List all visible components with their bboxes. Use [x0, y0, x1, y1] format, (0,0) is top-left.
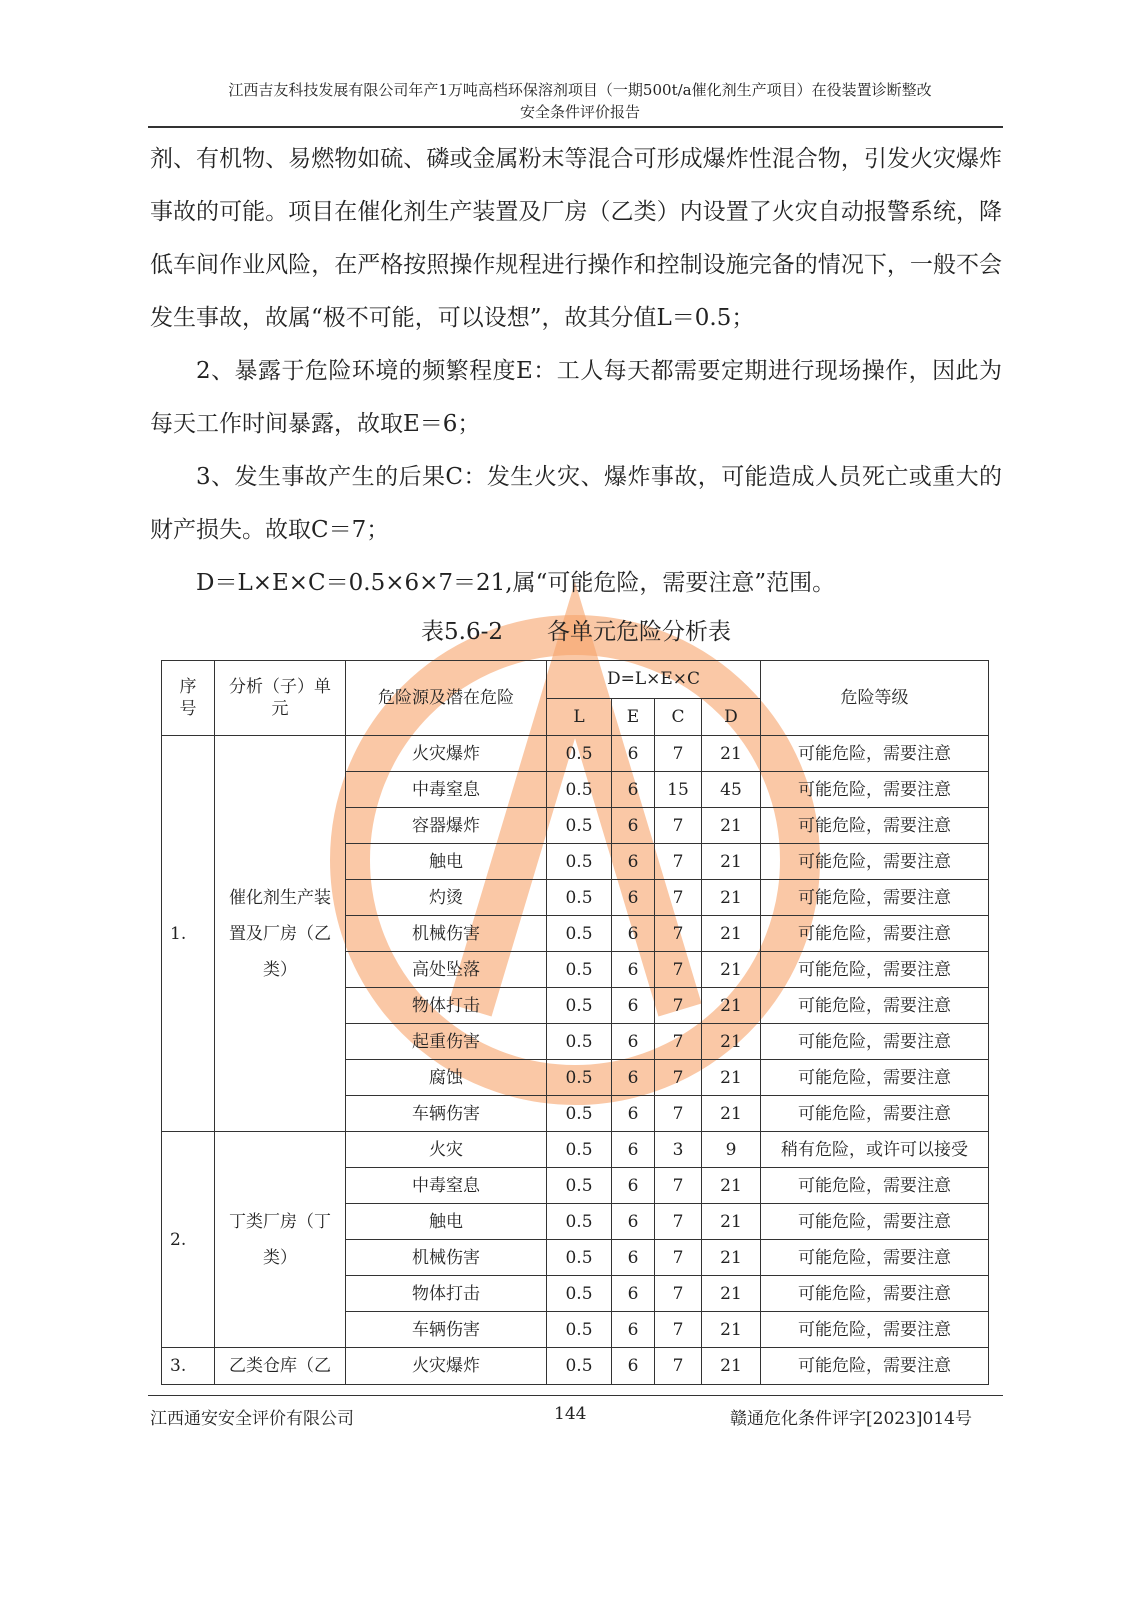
value-D: 21	[702, 1240, 761, 1276]
hazard: 车辆伤害	[346, 1312, 547, 1348]
value-E: 6	[612, 916, 655, 952]
paragraph: D＝L×E×C＝0.5×6×7＝21,属“可能危险，需要注意”范围。	[196, 570, 836, 596]
value-D: 21	[702, 916, 761, 952]
header-D: D	[702, 698, 761, 736]
value-D: 21	[702, 880, 761, 916]
header-title: 江西吉友科技发展有限公司年产1万吨高档环保溶剂项目（一期500t/a催化剂生产项目）在役装置诊断整改	[228, 81, 932, 99]
hazard: 火灾爆炸	[346, 736, 547, 772]
header-E: E	[612, 698, 655, 736]
value-C: 7	[655, 1240, 702, 1276]
value-E: 6	[612, 988, 655, 1024]
unit-name: 催化剂生产装置及厂房（乙类）	[215, 736, 346, 1132]
table-row	[162, 1348, 989, 1385]
value-L: 0.5	[547, 1060, 612, 1096]
value-C: 7	[655, 1276, 702, 1312]
risk-level: 可能危险，需要注意	[761, 880, 989, 916]
value-L: 0.5	[547, 1276, 612, 1312]
risk-level: 可能危险，需要注意	[761, 844, 989, 880]
footer	[148, 1395, 1003, 1436]
footer-company: 江西通安安全评价有限公司	[150, 1409, 354, 1429]
unit-name: 丁类厂房（丁类）	[215, 1132, 346, 1348]
value-L: 0.5	[547, 1132, 612, 1168]
risk-level: 可能危险，需要注意	[761, 1240, 989, 1276]
value-D: 45	[702, 772, 761, 808]
header-subtitle: 安全条件评价报告	[519, 103, 640, 121]
value-C: 7	[655, 1096, 702, 1132]
hazard: 中毒窒息	[346, 772, 547, 808]
value-E: 6	[612, 1312, 655, 1348]
value-E: 6	[612, 1276, 655, 1312]
value-D: 9	[702, 1132, 761, 1168]
header-L: L	[547, 698, 612, 736]
paragraph: 3、发生事故产生的后果C：发生火灾、爆炸事故，可能造成人员死亡或重大的财产损失。故取C＝7；	[150, 464, 1002, 543]
hazard-analysis-table	[161, 660, 989, 1385]
value-E: 6	[612, 736, 655, 772]
value-C: 7	[655, 916, 702, 952]
value-E: 6	[612, 1132, 655, 1168]
header-level: 危险等级	[761, 661, 989, 736]
caption-number: 表5.6-2	[421, 619, 503, 645]
hazard: 腐蚀	[346, 1060, 547, 1096]
risk-level: 可能危险，需要注意	[761, 1276, 989, 1312]
risk-level: 可能危险，需要注意	[761, 808, 989, 844]
risk-level: 可能危险，需要注意	[761, 1168, 989, 1204]
value-C: 7	[655, 1348, 702, 1385]
paragraph: 2、暴露于危险环境的频繁程度E：工人每天都需要定期进行现场操作，因此为每天工作时间暴露，故取E＝6；	[150, 358, 1002, 437]
risk-level: 可能危险，需要注意	[761, 1024, 989, 1060]
hazard: 机械伤害	[346, 1240, 547, 1276]
value-E: 6	[612, 1096, 655, 1132]
value-E: 6	[612, 1204, 655, 1240]
hazard: 物体打击	[346, 1276, 547, 1312]
value-E: 6	[612, 808, 655, 844]
value-D: 21	[702, 988, 761, 1024]
value-E: 6	[612, 844, 655, 880]
value-E: 6	[612, 880, 655, 916]
hazard: 机械伤害	[346, 916, 547, 952]
value-L: 0.5	[547, 772, 612, 808]
value-E: 6	[612, 1240, 655, 1276]
value-C: 7	[655, 1312, 702, 1348]
hazard: 物体打击	[346, 988, 547, 1024]
value-L: 0.5	[547, 952, 612, 988]
value-C: 7	[655, 1168, 702, 1204]
hazard: 中毒窒息	[346, 1168, 547, 1204]
risk-level: 可能危险，需要注意	[761, 916, 989, 952]
hazard: 高处坠落	[346, 952, 547, 988]
value-D: 21	[702, 1096, 761, 1132]
caption-title: 各单元危险分析表	[546, 619, 731, 645]
value-D: 21	[702, 1348, 761, 1385]
value-L: 0.5	[547, 1096, 612, 1132]
hazard: 起重伤害	[346, 1024, 547, 1060]
hazard: 灼烫	[346, 880, 547, 916]
hazard: 容器爆炸	[346, 808, 547, 844]
hazard: 车辆伤害	[346, 1096, 547, 1132]
value-L: 0.5	[547, 1168, 612, 1204]
value-D: 21	[702, 1168, 761, 1204]
risk-level: 可能危险，需要注意	[761, 1312, 989, 1348]
value-D: 21	[702, 1312, 761, 1348]
value-L: 0.5	[547, 1312, 612, 1348]
value-C: 7	[655, 1204, 702, 1240]
risk-level: 可能危险，需要注意	[761, 952, 989, 988]
risk-level: 可能危险，需要注意	[761, 1060, 989, 1096]
value-C: 7	[655, 736, 702, 772]
hazard: 触电	[346, 1204, 547, 1240]
value-E: 6	[612, 1348, 655, 1385]
value-D: 21	[702, 1276, 761, 1312]
value-D: 21	[702, 844, 761, 880]
value-L: 0.5	[547, 1204, 612, 1240]
value-C: 3	[655, 1132, 702, 1168]
value-C: 7	[655, 952, 702, 988]
value-C: 7	[655, 988, 702, 1024]
value-C: 7	[655, 1024, 702, 1060]
risk-level: 可能危险，需要注意	[761, 772, 989, 808]
header-no: 序号	[162, 661, 215, 736]
hazard: 触电	[346, 844, 547, 880]
hazard: 火灾	[346, 1132, 547, 1168]
row-number: 2.	[162, 1132, 215, 1348]
value-L: 0.5	[547, 988, 612, 1024]
value-D: 21	[702, 952, 761, 988]
risk-level: 可能危险，需要注意	[761, 988, 989, 1024]
value-E: 6	[612, 1060, 655, 1096]
header-C: C	[655, 698, 702, 736]
value-L: 0.5	[547, 880, 612, 916]
value-L: 0.5	[547, 808, 612, 844]
value-E: 6	[612, 952, 655, 988]
row-number: 1.	[162, 736, 215, 1132]
footer-doc-number: 赣通危化条件评字[2023]014号	[730, 1409, 972, 1429]
value-E: 6	[612, 772, 655, 808]
risk-level: 可能危险，需要注意	[761, 1096, 989, 1132]
value-L: 0.5	[547, 844, 612, 880]
value-L: 0.5	[547, 736, 612, 772]
value-D: 21	[702, 1024, 761, 1060]
value-E: 6	[612, 1024, 655, 1060]
row-number: 3.	[162, 1348, 215, 1385]
value-D: 21	[702, 1204, 761, 1240]
value-D: 21	[702, 736, 761, 772]
hazard: 火灾爆炸	[346, 1348, 547, 1385]
value-C: 7	[655, 808, 702, 844]
paragraph: 剂、有机物、易燃物如硫、磷或金属粉末等混合可形成爆炸性混合物，引发火灾爆炸事故的可能。项目在催化剂生产装置及厂房（乙类）内设置了火灾自动报警系统，降低车间作业风险，在严格按照操作规程进行操作和控制设施完备的情况下，一般不会发生事故，故属“极不可能，可以设想”，故其分值L＝0.5；	[150, 146, 1002, 331]
risk-level: 可能危险，需要注意	[761, 736, 989, 772]
header-unit: 分析（子）单元	[215, 661, 346, 736]
value-L: 0.5	[547, 1348, 612, 1385]
content	[150, 0, 1002, 1385]
value-L: 0.5	[547, 1240, 612, 1276]
value-C: 15	[655, 772, 702, 808]
value-D: 21	[702, 808, 761, 844]
risk-level: 可能危险，需要注意	[761, 1204, 989, 1240]
value-C: 7	[655, 844, 702, 880]
table-caption	[150, 612, 1002, 652]
table-row	[162, 736, 989, 772]
value-D: 21	[702, 1060, 761, 1096]
risk-level: 可能危险，需要注意	[761, 1348, 989, 1385]
header-hazard: 危险源及潜在危险	[346, 661, 547, 736]
unit-name: 乙类仓库（乙	[215, 1348, 346, 1385]
table-row	[162, 1132, 989, 1168]
value-C: 7	[655, 1060, 702, 1096]
value-C: 7	[655, 880, 702, 916]
header-formula: D=L×E×C	[547, 661, 761, 699]
page-number: 144	[554, 1404, 587, 1424]
value-L: 0.5	[547, 1024, 612, 1060]
body-text	[150, 133, 1002, 610]
risk-level: 稍有危险，或许可以接受	[761, 1132, 989, 1168]
value-L: 0.5	[547, 916, 612, 952]
value-E: 6	[612, 1168, 655, 1204]
